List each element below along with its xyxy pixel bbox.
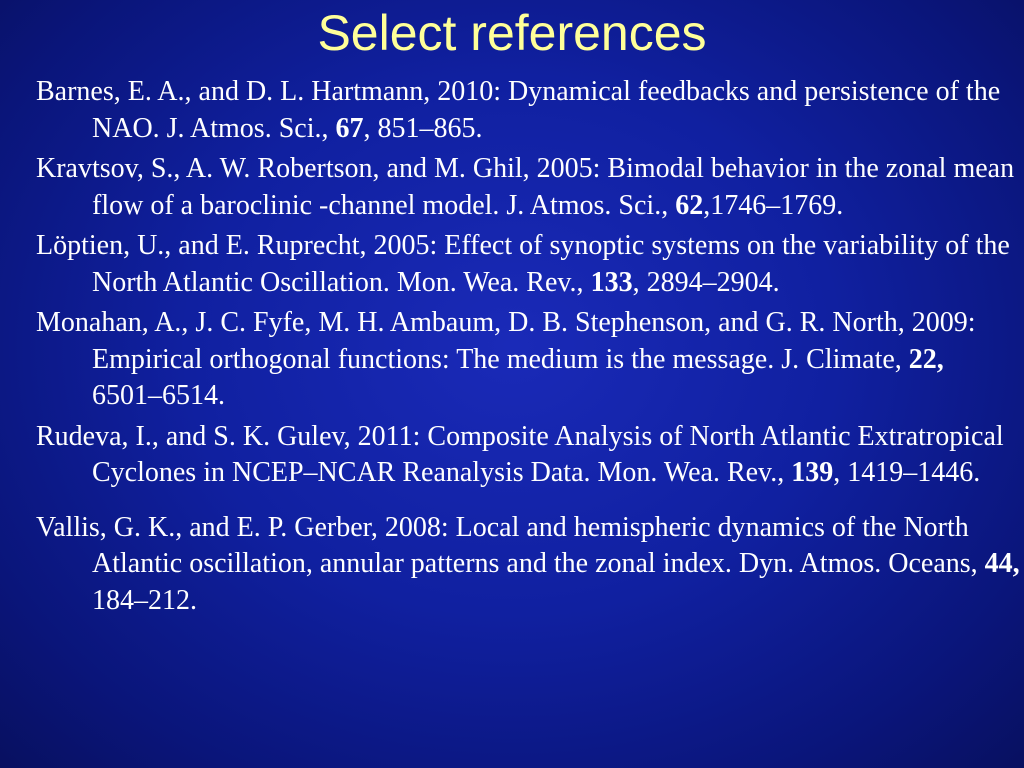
reference-item [36, 74, 1020, 147]
reference-item [36, 305, 1020, 415]
reference-text: Barnes, E. A., and D. L. Hartmann, 2010: Dynamical feedbacks and persistence of the NAO. J. Atmos. Sci., [36, 76, 1001, 144]
reference-volume: 44, [984, 548, 1020, 579]
reference-list [36, 74, 1020, 623]
reference-item [36, 419, 1020, 492]
reference-volume: 133 [590, 266, 633, 298]
reference-text: Monahan, A., J. C. Fyfe, M. H. Ambaum, D. B. Stephenson, and G. R. North, 2009: Empirical orthogonal functions: The medium is the message. J. Climate, [36, 307, 976, 375]
reference-item [36, 510, 1020, 620]
reference-pages: 6501–6514. [92, 380, 225, 411]
reference-pages: 184–212. [92, 584, 197, 616]
reference-text: Löptien, U., and E. Ruprecht, 2005: Effect of synoptic systems on the variability of the North Atlantic Oscillation. Mon. Wea. Rev., [36, 230, 1010, 298]
reference-text: Vallis, G. K., and E. P. Gerber, 2008: Local and hemispheric dynamics of the North Atlantic oscillation, annular patterns and the zonal index. Dyn. Atmos. Oceans, [36, 511, 985, 579]
slide-title: Select references [317, 5, 707, 61]
reference-pages: , 851–865. [363, 112, 483, 144]
reference-pages: ,1746–1769. [703, 189, 844, 221]
reference-item [36, 228, 1020, 301]
reference-pages: , 1419–1446. [833, 457, 981, 488]
reference-pages: , 2894–2904. [632, 266, 780, 298]
reference-volume: 62 [675, 189, 704, 221]
reference-volume: 139 [791, 457, 834, 488]
reference-volume: 67 [335, 112, 364, 144]
reference-item [36, 151, 1020, 224]
reference-volume: 22, [908, 343, 944, 375]
reference-text: Kravtsov, S., A. W. Robertson, and M. Ghil, 2005: Bimodal behavior in the zonal mean flow of a baroclinic -channel model. J. Atmos. Sci., [36, 153, 1015, 221]
reference-text: Rudeva, I., and S. K. Gulev, 2011: Composite Analysis of North Atlantic Extratropical Cyclones in NCEP–NCAR Reanalysis Data. Mon. Wea. Rev., [36, 420, 1004, 488]
